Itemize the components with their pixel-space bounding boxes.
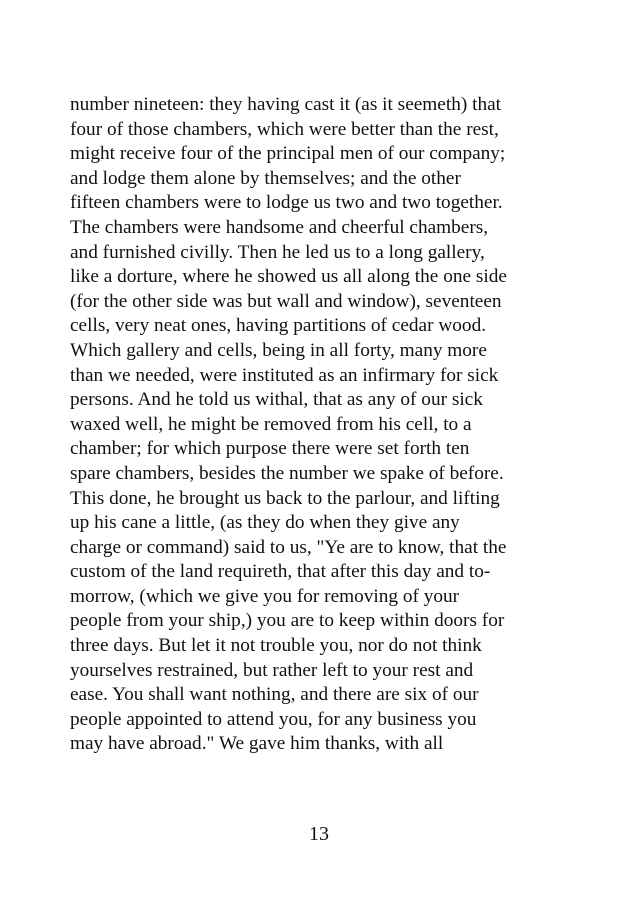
text-line: fifteen chambers were to lodge us two and two together. [70,192,503,214]
text-line: Which gallery and cells, being in all forty, many more [70,339,487,361]
text-line: number nineteen: they having cast it (as it seemeth) that [70,94,502,115]
text-line: ease. You shall want nothing, and there are six of our [70,684,479,706]
text-line: cells, very neat ones, having partitions of cedar wood. [70,315,487,337]
body-text [70,93,570,757]
text-line: people appointed to attend you, for any business you [70,708,477,730]
text-line: up his cane a little, (as they do when they give any [70,512,460,534]
text-line: might receive four of the principal men of our company; [70,143,506,165]
page-number: 13 [309,823,329,845]
text-line: than we needed, were instituted as an infirmary for sick [70,364,499,386]
text-line: and furnished civilly. Then he led us to a long gallery, [70,241,485,263]
text-line: like a dorture, where he showed us all along the one side [70,266,507,288]
text-line: three days. But let it not trouble you, nor do not think [70,635,482,657]
text-line: and lodge them alone by themselves; and the other [70,167,461,189]
text-line: This done, he brought us back to the parlour, and lifting [70,487,500,509]
text-line: (for the other side was but wall and window), seventeen [70,290,502,312]
text-line: spare chambers, besides the number we spake of before. [70,462,504,484]
text-line: people from your ship,) you are to keep within doors for [70,610,505,632]
text-line: custom of the land requireth, that after this day and to- [70,561,491,583]
text-line: waxed well, he might be removed from his cell, to a [70,413,472,435]
text-line: yourselves restrained, but rather left to your rest and [70,659,474,681]
text-line: persons. And he told us withal, that as any of our sick [70,389,483,411]
text-line: The chambers were handsome and cheerful chambers, [70,216,489,238]
text-line: may have abroad." We gave him thanks, with all [70,733,444,755]
text-line: charge or command) said to us, "Ye are to know, that the [70,536,507,558]
text-line: chamber; for which purpose there were set forth ten [70,438,470,460]
text-line: morrow, (which we give you for removing of your [70,585,460,607]
text-line: four of those chambers, which were better than the rest, [70,118,499,140]
